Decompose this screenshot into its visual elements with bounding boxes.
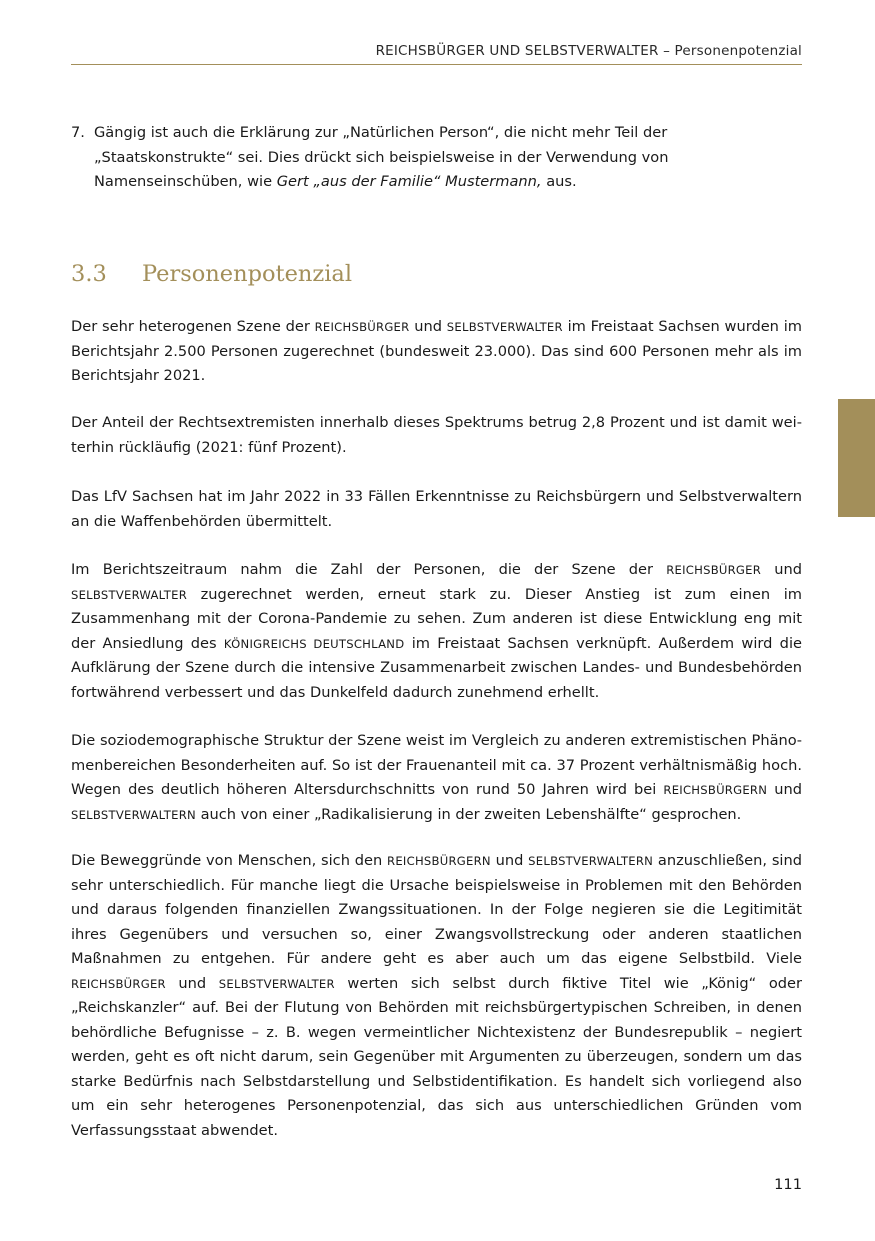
text-run: Die Beweggründe von Menschen, sich den [71, 852, 388, 869]
text-run: und [767, 781, 802, 798]
paragraph-1 [71, 315, 802, 389]
chapter-thumb-tab [838, 399, 875, 517]
text-run: auch von einer „Radikalisierung in der zweiten Lebenshälfte“ gesprochen. [195, 805, 742, 823]
text-run: Der sehr heterogenen Szene der [71, 318, 315, 335]
small-caps-term: SELBSTVERWALTERN [528, 854, 654, 868]
header-section: Personenpotenzial [674, 43, 802, 59]
small-caps-term: REICHSBÜRGERN [387, 854, 491, 868]
text-run: zugerechnet werden, erneut stark zu. Dieser Anstieg ist zum einen im Zusammenhang mit der Corona-Pandemie zu sehen. Zum anderen ist diese Entwicklung eng mit der Ansiedlung des [71, 585, 802, 652]
small-caps-term: REICHSBÜRGER [71, 976, 166, 991]
header-title: REICHSBÜRGER UND SELBSTVERWALTER [375, 43, 659, 59]
text-run: und [165, 974, 219, 992]
small-caps-term: REICHSBÜRGER [314, 320, 410, 334]
text-run: und [761, 561, 803, 578]
text-run: Der Anteil der Rechtsextremisten innerhalb dieses Spektrums betrug 2,8 Prozent und ist damit weiterhin rückläufig (2021: fünf Prozent). [71, 414, 802, 456]
small-caps-term: KÖNIGREICHS DEUTSCHLAND [223, 636, 405, 651]
text-run: im Freistaat Sachsen wurden im Berichtsjahr 2.500 Personen zugerechnet (bundesweit 23.000). Das sind 600 Personen mehr als im Berichtsjahr 2021. [71, 318, 802, 384]
list-item-7 [71, 121, 802, 195]
small-caps-term: SELBSTVERWALTERN [71, 807, 196, 822]
header-separator: – [658, 43, 675, 59]
list-text-italic: Gert „aus der Familie“ Mustermann, [276, 173, 542, 190]
list-item-number: 7. [71, 124, 85, 141]
small-caps-term: SELBSTVERWALTER [446, 320, 563, 334]
list-text-part: aus. [541, 173, 577, 190]
small-caps-term: REICHSBÜRGERN [663, 783, 768, 797]
text-run: Die soziodemographische Struktur der Szene weist im Vergleich zu anderen extremistischen Phänomenbereichen Besonderheiten auf. So ist der Frauenanteil mit ca. 37 Prozent verhältnismäßig hoch. Wegen des deutlich höheren Altersdurchschnitts von rund 50 Jahren wird bei [71, 732, 802, 798]
paragraph-6 [71, 849, 802, 1143]
running-header [71, 43, 802, 59]
paragraph-2 [71, 411, 802, 460]
small-caps-term: REICHSBÜRGER [666, 563, 762, 577]
paragraph-4 [71, 558, 802, 705]
section-title: Personenpotenzial [142, 261, 353, 287]
text-run: und [409, 318, 447, 335]
section-number: 3.3 [71, 261, 107, 287]
paragraph-5 [71, 729, 802, 827]
list-item-text [94, 121, 802, 195]
small-caps-term: SELBSTVERWALTER [71, 587, 188, 602]
section-heading [71, 261, 352, 287]
text-run: im Freistaat Sachsen verknüpft. Außerdem wird die Aufklärung der Szene durch die intensive Zusammenarbeit zwischen Landes- und Bundesbehörden fortwährend verbessert und das Dunkelfeld dadurch zunehmend erhellt. [71, 634, 802, 701]
text-run: Im Berichtszeitraum nahm die Zahl der Personen, die der Szene der [71, 561, 667, 578]
text-run: und [490, 852, 529, 869]
header-rule [71, 64, 802, 65]
text-run: werten sich selbst durch fiktive Titel wie „König“ oder „Reichskanzler“ auf. Bei der Flutung von Behörden mit reichsbürgertypischen Schreiben, in denen behördliche Befugnisse – z. B. wegen vermeintlicher Nichtexistenz der Bundesrepublik – negiert werden, geht es oft nicht darum, sein Gegenüber mit Argumenten zu überzeugen, sondern um das starke Bedürfnis nach Selbstdarstellung und Selbstidentifikation. Es handelt sich vorliegend also um ein sehr heterogenes Personenpotenzial, das sich aus unterschiedlichen Gründen vom Verfassungsstaat abwendet. [71, 974, 802, 1139]
text-run: Das LfV Sachsen hat im Jahr 2022 in 33 Fällen Erkenntnisse zu Reichsbürgern und Selbstverwaltern an die Waffenbehörden übermittelt. [71, 488, 802, 530]
paragraph-3 [71, 485, 802, 534]
page-number: 111 [774, 1176, 802, 1193]
text-run: anzuschließen, sind sehr unterschiedlich. Für manche liegt die Ursache beispielsweise in Problemen mit den Behörden und daraus folgenden finanziellen Zwangssituationen. In der Folge negieren sie die Legitimität ihres Gegenübers und versuchen so, einer Zwangsvollstreckung oder anderen staatlichen Maßnahmen zu entgehen. Für andere geht es aber auch um das eigene Selbstbild. Viele [71, 852, 803, 967]
small-caps-term: SELBSTVERWALTER [218, 976, 335, 991]
list-text-part: Gängig ist auch die Erklärung zur „Natürlichen Person“, die nicht mehr Teil der „Staatskonstrukte“ sei. Dies drückt sich beispielsweise in der Verwendung von Namenseinschüben, wie [94, 124, 669, 190]
